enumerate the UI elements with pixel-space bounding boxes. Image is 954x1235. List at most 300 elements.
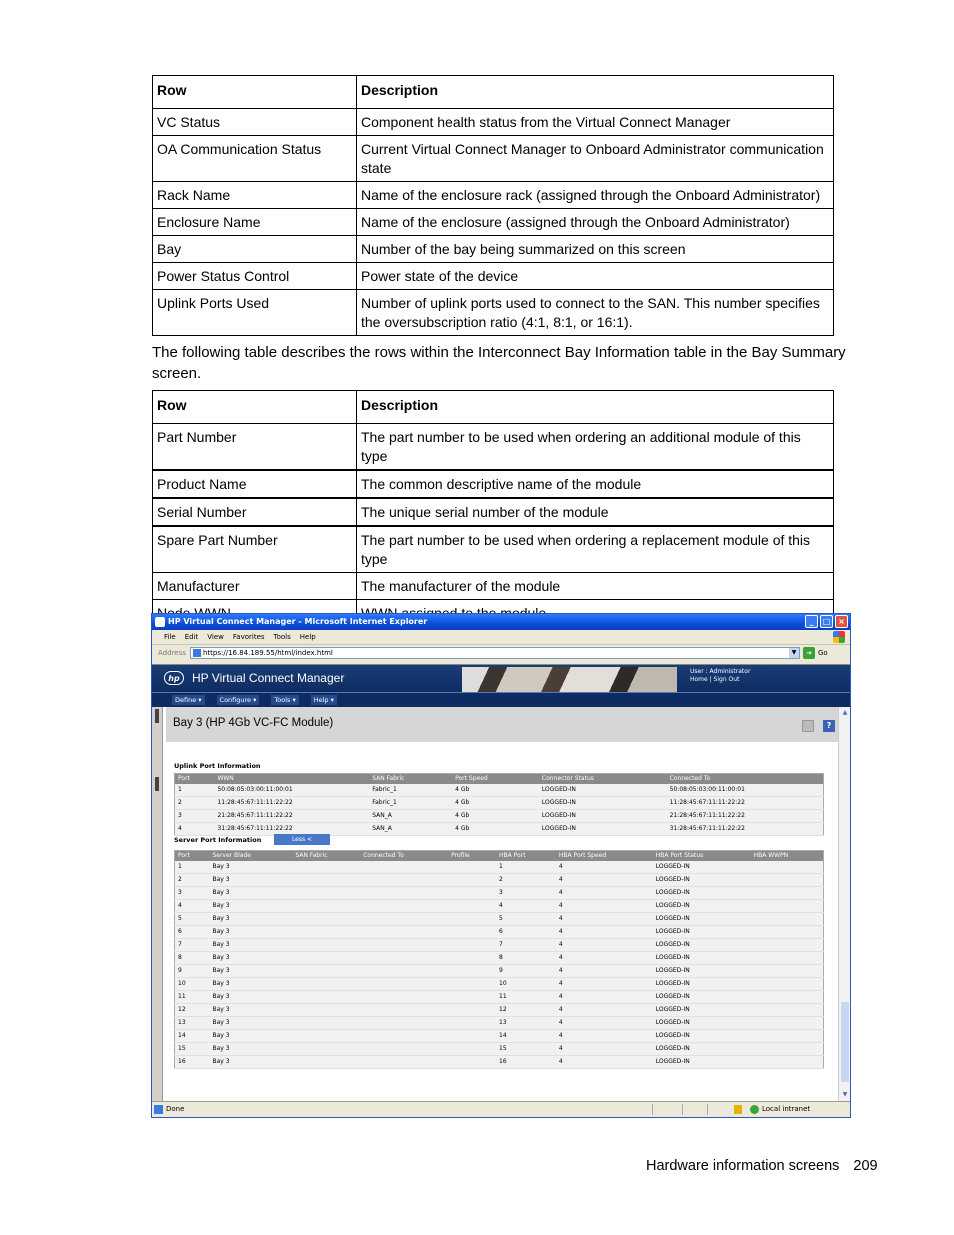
table-cell: [360, 1056, 448, 1069]
table-cell: 1: [496, 861, 556, 874]
table-cell: [448, 887, 496, 900]
window-titlebar: [152, 614, 850, 630]
table-row: [175, 926, 824, 939]
table-cell: 13: [175, 1017, 210, 1030]
table-cell: [360, 861, 448, 874]
table-cell: 4: [496, 900, 556, 913]
table-cell: LOGGED-IN: [539, 797, 667, 810]
table-cell: LOGGED-IN: [653, 991, 751, 1004]
table-header-row: [175, 851, 824, 862]
column-header: Connected To: [360, 851, 448, 862]
table-cell: LOGGED-IN: [653, 887, 751, 900]
table-cell: [751, 1043, 824, 1056]
row-name-cell: Enclosure Name: [153, 209, 357, 236]
bay-content: [166, 707, 838, 1102]
status-divider: [652, 1104, 653, 1115]
table-cell: [448, 965, 496, 978]
row-name-cell: Uplink Ports Used: [153, 290, 357, 336]
row-description-cell: The manufacturer of the module: [357, 573, 834, 600]
server-port-table: [174, 850, 824, 1069]
row-description-cell: Name of the enclosure (assigned through the Onboard Administrator): [357, 209, 834, 236]
row-name-cell: VC Status: [153, 109, 357, 136]
column-header-row: Row: [153, 76, 357, 109]
row-description-cell: The part number to be used when ordering a replacement module of this type: [357, 526, 834, 573]
table-cell: [751, 1030, 824, 1043]
table-cell: LOGGED-IN: [653, 1017, 751, 1030]
table-cell: [360, 1030, 448, 1043]
table-cell: [751, 978, 824, 991]
user-links[interactable]: Home | Sign Out: [690, 676, 740, 683]
status-text: Done: [166, 1105, 185, 1113]
row-description-cell: Component health status from the Virtual Connect Manager: [357, 109, 834, 136]
table-cell: [448, 991, 496, 1004]
table-cell: LOGGED-IN: [653, 913, 751, 926]
table-cell: Bay 3: [209, 874, 292, 887]
row-description-cell: Power state of the device: [357, 263, 834, 290]
table-row: [175, 965, 824, 978]
table-cell: [751, 926, 824, 939]
table-cell: Bay 3: [209, 952, 292, 965]
table-cell: 4: [556, 939, 653, 952]
column-header: HBA Port Status: [653, 851, 751, 862]
chevron-down-icon[interactable]: ▼: [789, 648, 799, 658]
column-header: WWN: [214, 774, 369, 785]
table-cell: [360, 965, 448, 978]
row-name-cell: OA Communication Status: [153, 136, 357, 182]
server-section-label: Server Port Information: [174, 836, 262, 844]
table-cell: [292, 913, 360, 926]
table-cell: 7: [175, 939, 210, 952]
help-icon[interactable]: ?: [823, 720, 835, 732]
table-row: [153, 470, 834, 498]
browser-window-screenshot: [151, 613, 851, 1118]
table-cell: [292, 991, 360, 1004]
table-cell: 4: [556, 926, 653, 939]
table-cell: 4 Gb: [452, 797, 539, 810]
table-row: [153, 109, 834, 136]
table-cell: [360, 926, 448, 939]
scroll-thumb[interactable]: [841, 1002, 849, 1082]
table-cell: 3: [175, 887, 210, 900]
table-row: [153, 136, 834, 182]
table-cell: 50:08:05:03:00:11:00:01: [214, 784, 369, 797]
column-header: HBA WWPN: [751, 851, 824, 862]
table-cell: [751, 900, 824, 913]
intranet-zone-icon: [750, 1105, 759, 1114]
table-cell: [448, 1030, 496, 1043]
table-cell: 4: [556, 965, 653, 978]
table-cell: [448, 913, 496, 926]
table-cell: SAN_A: [369, 810, 452, 823]
table-cell: [292, 926, 360, 939]
column-header: Port Speed: [452, 774, 539, 785]
table-cell: [360, 1004, 448, 1017]
header-banner-image: [462, 667, 677, 692]
table-cell: [751, 1004, 824, 1017]
column-header: Server Blade: [209, 851, 292, 862]
menu-tools[interactable]: Tools: [273, 633, 291, 641]
table-cell: [292, 861, 360, 874]
page-icon: [193, 649, 201, 657]
table-cell: 4: [556, 1004, 653, 1017]
table-cell: [360, 1043, 448, 1056]
table-row: [153, 498, 834, 526]
table-cell: 21:28:45:67:11:11:22:22: [667, 810, 824, 823]
table-cell: [448, 1004, 496, 1017]
table-cell: 4: [556, 1017, 653, 1030]
table-cell: [448, 1017, 496, 1030]
left-frame-rail[interactable]: [152, 707, 163, 1102]
table-row: [153, 263, 834, 290]
less-button[interactable]: Less <: [274, 834, 330, 845]
table-row: [175, 991, 824, 1004]
table-row: [175, 1043, 824, 1056]
table-cell: 4: [175, 900, 210, 913]
row-description-cell: Name of the enclosure rack (assigned through the Onboard Administrator): [357, 182, 834, 209]
table-cell: 13: [496, 1017, 556, 1030]
table-cell: LOGGED-IN: [653, 861, 751, 874]
column-header-description: Description: [357, 391, 834, 424]
status-divider: [707, 1104, 708, 1115]
bay-title: Bay 3 (HP 4Gb VC-FC Module): [173, 717, 334, 729]
table-cell: [292, 978, 360, 991]
scroll-down-icon[interactable]: ▼: [842, 1091, 848, 1098]
table-row: [175, 810, 824, 823]
table-row: [175, 797, 824, 810]
table-cell: [751, 991, 824, 1004]
windows-logo-icon: [833, 631, 845, 643]
table-cell: 15: [175, 1043, 210, 1056]
table-cell: 10: [496, 978, 556, 991]
row-description-cell: The part number to be used when ordering an additional module of this type: [357, 424, 834, 471]
rail-handle[interactable]: [155, 777, 159, 791]
column-header: SAN Fabric: [292, 851, 360, 862]
table-cell: [360, 913, 448, 926]
table-row: [175, 823, 824, 836]
table-row: [175, 1017, 824, 1030]
table-cell: [751, 861, 824, 874]
table-cell: 15: [496, 1043, 556, 1056]
table-cell: 21:28:45:67:11:11:22:22: [214, 810, 369, 823]
table-cell: [448, 1043, 496, 1056]
nav-tools[interactable]: Tools ▾: [271, 695, 298, 705]
table-cell: LOGGED-IN: [653, 965, 751, 978]
table-cell: 4: [556, 900, 653, 913]
table-cell: Bay 3: [209, 1043, 292, 1056]
table-cell: 4: [556, 1043, 653, 1056]
column-header: Profile: [448, 851, 496, 862]
table-cell: LOGGED-IN: [653, 926, 751, 939]
table-cell: 5: [175, 913, 210, 926]
table-cell: [360, 978, 448, 991]
table-cell: [751, 965, 824, 978]
uplink-port-table: [174, 773, 824, 836]
table-cell: [751, 913, 824, 926]
vertical-scrollbar[interactable]: [838, 707, 850, 1102]
table-row: [175, 887, 824, 900]
nav-configure[interactable]: Configure ▾: [217, 695, 260, 705]
row-name-cell: Rack Name: [153, 182, 357, 209]
table-cell: LOGGED-IN: [653, 900, 751, 913]
table-cell: [448, 1056, 496, 1069]
table-row: [175, 978, 824, 991]
table-cell: 2: [175, 874, 210, 887]
column-header: Connected To: [667, 774, 824, 785]
table-cell: Bay 3: [209, 926, 292, 939]
table-cell: 2: [175, 797, 215, 810]
table-cell: [448, 861, 496, 874]
table-cell: 16: [175, 1056, 210, 1069]
table-cell: Bay 3: [209, 939, 292, 952]
table-header-row: [153, 391, 834, 424]
uplink-section-label: Uplink Port Information: [174, 762, 261, 770]
menu-view[interactable]: View: [207, 633, 224, 641]
print-icon[interactable]: [802, 720, 814, 732]
go-arrow-icon[interactable]: ➔: [803, 647, 815, 659]
table-cell: 4: [175, 823, 215, 836]
table-cell: [292, 965, 360, 978]
table-cell: [360, 900, 448, 913]
row-name-cell: Product Name: [153, 470, 357, 498]
table-cell: 5: [496, 913, 556, 926]
interconnect-bay-info-table: [152, 390, 834, 627]
table-cell: 4: [556, 1030, 653, 1043]
table-cell: 14: [175, 1030, 210, 1043]
table-cell: LOGGED-IN: [653, 1004, 751, 1017]
table-cell: 4: [556, 861, 653, 874]
nav-define[interactable]: Define ▾: [172, 695, 205, 705]
user-info: [690, 668, 750, 684]
table-cell: LOGGED-IN: [653, 952, 751, 965]
column-header: Port: [175, 851, 210, 862]
table-cell: Bay 3: [209, 991, 292, 1004]
row-name-cell: Serial Number: [153, 498, 357, 526]
page-done-icon: [154, 1105, 163, 1114]
column-header: HBA Port Speed: [556, 851, 653, 862]
column-header: Port: [175, 774, 215, 785]
menu-bar: [152, 630, 850, 644]
table-cell: 3: [496, 887, 556, 900]
scroll-up-icon[interactable]: ▲: [842, 709, 848, 716]
row-name-cell: Bay: [153, 236, 357, 263]
hp-logo-icon: hp: [164, 671, 184, 685]
menu-help[interactable]: Help: [299, 633, 316, 641]
menu-edit[interactable]: Edit: [184, 633, 199, 641]
table-cell: Bay 3: [209, 887, 292, 900]
table-cell: 2: [496, 874, 556, 887]
table-cell: 1: [175, 861, 210, 874]
table-row: [175, 939, 824, 952]
table-cell: [292, 1030, 360, 1043]
table-cell: Bay 3: [209, 913, 292, 926]
window-title: HP Virtual Connect Manager - Microsoft Internet Explorer: [168, 617, 428, 626]
table-cell: LOGGED-IN: [539, 810, 667, 823]
table-cell: [292, 1056, 360, 1069]
table-cell: LOGGED-IN: [653, 1056, 751, 1069]
table-cell: 31:28:45:67:11:11:22:22: [667, 823, 824, 836]
table-row: [175, 861, 824, 874]
table-header-row: [175, 774, 824, 785]
table-cell: 8: [175, 952, 210, 965]
table-cell: 4: [556, 887, 653, 900]
table-cell: [751, 887, 824, 900]
table-row: [175, 952, 824, 965]
nav-bar: [152, 692, 850, 707]
table-cell: 11:28:45:67:11:11:22:22: [667, 797, 824, 810]
table-cell: LOGGED-IN: [653, 874, 751, 887]
table-cell: [360, 874, 448, 887]
table-cell: [751, 952, 824, 965]
table-cell: [292, 1004, 360, 1017]
rail-handle[interactable]: [155, 709, 159, 723]
table-cell: 4: [556, 1056, 653, 1069]
table-row: [153, 573, 834, 600]
table-cell: 10: [175, 978, 210, 991]
table-cell: Fabric_1: [369, 784, 452, 797]
ie-page-icon: [155, 617, 165, 627]
table-cell: 4: [556, 874, 653, 887]
row-name-cell: Part Number: [153, 424, 357, 471]
table-cell: 11: [175, 991, 210, 1004]
table-cell: LOGGED-IN: [539, 823, 667, 836]
page-number: 209: [853, 1158, 878, 1174]
address-input[interactable]: [190, 647, 800, 659]
table-cell: LOGGED-IN: [653, 939, 751, 952]
column-header: HBA Port: [496, 851, 556, 862]
table-cell: 4 Gb: [452, 810, 539, 823]
go-button[interactable]: Go: [818, 649, 828, 657]
table-cell: [292, 900, 360, 913]
table-cell: 1: [175, 784, 215, 797]
address-label: Address: [158, 649, 186, 657]
page-viewport: [152, 664, 850, 1101]
address-url: https://16.84.189.55/html/index.html: [203, 649, 333, 657]
table-row: [175, 1030, 824, 1043]
table-cell: 8: [496, 952, 556, 965]
table-cell: 4 Gb: [452, 823, 539, 836]
status-bar: [152, 1101, 850, 1117]
table-cell: Bay 3: [209, 1030, 292, 1043]
table-cell: 12: [496, 1004, 556, 1017]
column-header: SAN Fabric: [369, 774, 452, 785]
app-title: HP Virtual Connect Manager: [192, 671, 345, 685]
table-cell: [292, 887, 360, 900]
table-cell: LOGGED-IN: [653, 978, 751, 991]
table-row: [175, 1004, 824, 1017]
row-description-cell: Number of uplink ports used to connect to the SAN. This number specifies the oversubscription ratio (4:1, 8:1, or 16:1).: [357, 290, 834, 336]
table-cell: 9: [496, 965, 556, 978]
table-cell: Bay 3: [209, 1017, 292, 1030]
footer-section: Hardware information screens: [646, 1158, 840, 1174]
table-cell: 6: [496, 926, 556, 939]
table-cell: [292, 939, 360, 952]
intro-paragraph: The following table describes the rows within the Interconnect Bay Information table in the Bay Summary screen.: [152, 344, 846, 382]
status-divider: [682, 1104, 683, 1115]
menu-favorites[interactable]: Favorites: [232, 633, 265, 641]
row-description-cell: Number of the bay being summarized on this screen: [357, 236, 834, 263]
table-cell: 4: [556, 991, 653, 1004]
table-cell: [360, 991, 448, 1004]
close-icon[interactable]: ×: [835, 615, 848, 628]
minimize-icon[interactable]: _: [805, 615, 818, 628]
table-cell: [751, 1056, 824, 1069]
user-line: User : Administrator: [690, 668, 751, 675]
table-cell: 14: [496, 1030, 556, 1043]
table-cell: 3: [175, 810, 215, 823]
table-row: [175, 900, 824, 913]
table-cell: Fabric_1: [369, 797, 452, 810]
table-cell: [360, 887, 448, 900]
column-header-row: Row: [153, 391, 357, 424]
table-cell: 6: [175, 926, 210, 939]
zone-text: Local intranet: [762, 1105, 811, 1113]
table-row: [153, 424, 834, 471]
table-cell: Bay 3: [209, 900, 292, 913]
table-row: [153, 209, 834, 236]
row-name-cell: Spare Part Number: [153, 526, 357, 573]
table-cell: 7: [496, 939, 556, 952]
table-cell: [292, 874, 360, 887]
table-cell: 12: [175, 1004, 210, 1017]
vc-status-table: [152, 75, 834, 336]
row-description-cell: Current Virtual Connect Manager to Onboard Administrator communication state: [357, 136, 834, 182]
table-cell: [292, 1043, 360, 1056]
table-cell: 4: [556, 913, 653, 926]
table-cell: [448, 952, 496, 965]
table-cell: [751, 874, 824, 887]
table-cell: Bay 3: [209, 1056, 292, 1069]
table-row: [175, 913, 824, 926]
table-row: [153, 290, 834, 336]
row-description-cell: The unique serial number of the module: [357, 498, 834, 526]
table-cell: LOGGED-IN: [653, 1043, 751, 1056]
table-cell: Bay 3: [209, 978, 292, 991]
table-cell: 9: [175, 965, 210, 978]
bay-header: [166, 707, 838, 742]
column-header: Connector Status: [539, 774, 667, 785]
table-row: [175, 1056, 824, 1069]
table-cell: 4: [556, 978, 653, 991]
table-cell: [448, 900, 496, 913]
table-cell: 4: [556, 952, 653, 965]
table-row: [175, 784, 824, 797]
table-cell: [751, 1017, 824, 1030]
table-cell: [448, 978, 496, 991]
row-description-cell: The common descriptive name of the module: [357, 470, 834, 498]
table-header-row: [153, 76, 834, 109]
table-cell: [292, 952, 360, 965]
table-row: [153, 182, 834, 209]
table-cell: [360, 939, 448, 952]
table-row: [153, 236, 834, 263]
maximize-icon[interactable]: □: [820, 615, 833, 628]
lock-icon: [734, 1105, 742, 1114]
menu-file[interactable]: File: [164, 633, 176, 641]
table-cell: [751, 939, 824, 952]
table-cell: [448, 874, 496, 887]
table-cell: [448, 926, 496, 939]
table-cell: LOGGED-IN: [539, 784, 667, 797]
table-cell: LOGGED-IN: [653, 1030, 751, 1043]
table-cell: [448, 939, 496, 952]
nav-help[interactable]: Help ▾: [311, 695, 337, 705]
table-row: [153, 526, 834, 573]
table-cell: 16: [496, 1056, 556, 1069]
table-cell: 31:28:45:67:11:11:22:22: [214, 823, 369, 836]
table-cell: Bay 3: [209, 861, 292, 874]
table-cell: [360, 952, 448, 965]
table-cell: 11: [496, 991, 556, 1004]
